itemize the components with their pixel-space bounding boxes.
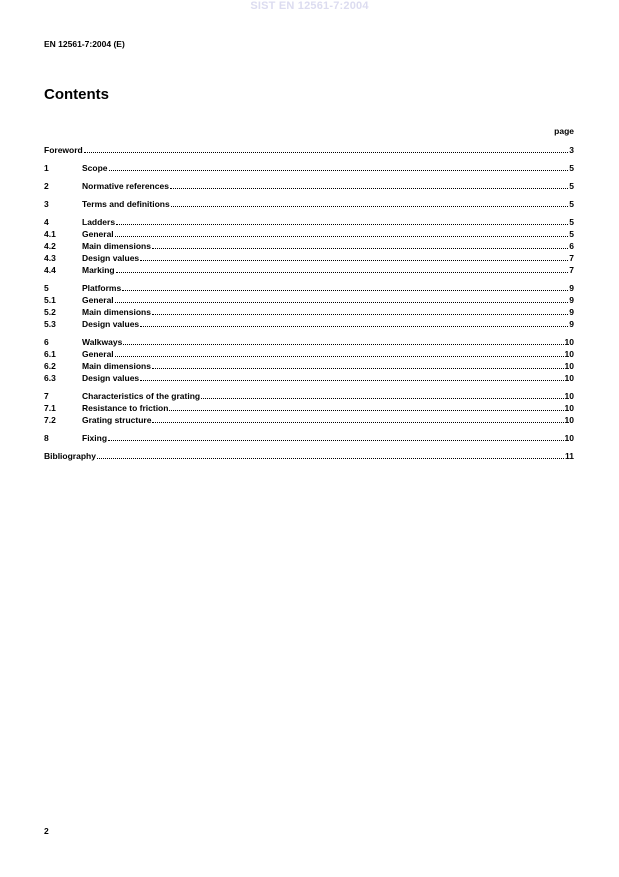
toc-entry[interactable]: [44, 264, 574, 276]
toc-entry-page: 6: [569, 241, 574, 251]
toc-entry-page: 10: [564, 373, 574, 383]
toc-entry-title: Main dimensions: [82, 241, 151, 251]
toc-leader-dots: [115, 301, 569, 303]
toc-entry-number: 4: [44, 217, 49, 227]
toc-leader-dots: [152, 247, 568, 249]
toc-entry-page: 7: [569, 253, 574, 263]
toc-entry-page: 10: [564, 433, 574, 443]
toc-leader-dots: [109, 169, 569, 171]
toc-entry-number: 7: [44, 391, 49, 401]
toc-entry[interactable]: [44, 348, 574, 360]
toc-entry-title: Normative references: [82, 181, 169, 191]
toc-leader-dots: [201, 397, 563, 399]
toc-entry[interactable]: [44, 390, 574, 402]
toc-entry-number: 1: [44, 163, 49, 173]
toc-entry-number: 7.1: [44, 403, 56, 413]
toc-group: [44, 180, 574, 192]
toc-entry[interactable]: [44, 306, 574, 318]
toc-entry-number: 3: [44, 199, 49, 209]
toc-group: [44, 198, 574, 210]
toc-group: [44, 450, 574, 462]
toc-entry-title: Grating structure: [82, 415, 152, 425]
toc-entry[interactable]: [44, 198, 574, 210]
toc-entry-title: Characteristics of the grating: [82, 391, 201, 401]
toc-entry-title: Fixing: [82, 433, 108, 443]
toc-leader-dots: [170, 187, 568, 189]
toc-entry-title: General: [82, 295, 114, 305]
toc-entry-page: 5: [569, 181, 574, 191]
toc-leader-dots: [116, 271, 569, 273]
toc-entry[interactable]: [44, 162, 574, 174]
toc-entry[interactable]: [44, 294, 574, 306]
toc-entry-title: Design values: [82, 253, 140, 263]
toc-entry-title: Main dimensions: [82, 307, 151, 317]
toc-entry-number: 6.3: [44, 373, 56, 383]
toc-entry[interactable]: [44, 216, 574, 228]
toc-entry[interactable]: [44, 450, 574, 462]
toc-entry[interactable]: [44, 228, 574, 240]
toc-entry-page: 7: [569, 265, 574, 275]
toc-leader-dots: [84, 151, 569, 153]
toc-entry-number: 4.1: [44, 229, 56, 239]
toc-entry-title: Resistance to friction: [82, 403, 169, 413]
toc-leader-dots: [123, 343, 563, 345]
toc-entry-title: Scope: [82, 163, 108, 173]
toc-entry-title: Walkways: [82, 337, 123, 347]
toc-entry[interactable]: [44, 318, 574, 330]
toc-group: [44, 162, 574, 174]
toc-leader-dots: [152, 367, 564, 369]
toc-entry-title: Design values: [82, 319, 140, 329]
toc-entry-page: 5: [569, 163, 574, 173]
toc-entry[interactable]: [44, 282, 574, 294]
toc-leader-dots: [115, 235, 569, 237]
table-of-contents: [44, 144, 574, 468]
toc-leader-dots: [140, 379, 563, 381]
toc-group: [44, 216, 574, 276]
toc-entry[interactable]: [44, 252, 574, 264]
toc-entry-page: 10: [564, 361, 574, 371]
toc-entry-number: 5: [44, 283, 49, 293]
toc-entry-number: 5.3: [44, 319, 56, 329]
document-id: EN 12561-7:2004 (E): [44, 39, 125, 49]
toc-entry[interactable]: [44, 180, 574, 192]
toc-entry-page: 3: [569, 145, 574, 155]
toc-entry-title: Platforms: [82, 283, 122, 293]
toc-leader-dots: [122, 289, 568, 291]
toc-entry-page: 10: [564, 391, 574, 401]
toc-entry[interactable]: [44, 372, 574, 384]
toc-leader-dots: [169, 409, 563, 411]
toc-entry-page: 5: [569, 217, 574, 227]
toc-leader-dots: [152, 313, 568, 315]
toc-group: [44, 282, 574, 330]
toc-leader-dots: [140, 325, 568, 327]
toc-entry[interactable]: [44, 336, 574, 348]
toc-entry-page: 10: [564, 349, 574, 359]
toc-entry-number: 4.2: [44, 241, 56, 251]
toc-entry-title: General: [82, 229, 114, 239]
toc-entry-title: Main dimensions: [82, 361, 151, 371]
toc-group: [44, 390, 574, 426]
toc-entry[interactable]: [44, 360, 574, 372]
toc-group: [44, 336, 574, 384]
toc-entry[interactable]: [44, 240, 574, 252]
toc-entry-number: 5.1: [44, 295, 56, 305]
toc-entry-page: 9: [569, 295, 574, 305]
toc-entry[interactable]: [44, 144, 574, 156]
toc-entry-number: 4.3: [44, 253, 56, 263]
toc-entry-page: 5: [569, 229, 574, 239]
watermark: SIST EN 12561-7:2004: [250, 0, 369, 12]
toc-leader-dots: [115, 355, 564, 357]
toc-entry-number: 7.2: [44, 415, 56, 425]
toc-leader-dots: [97, 457, 564, 459]
toc-leader-dots: [152, 421, 563, 423]
toc-entry[interactable]: [44, 402, 574, 414]
toc-entry-page: 10: [564, 415, 574, 425]
toc-entry-number: 8: [44, 433, 49, 443]
toc-entry-title: Foreword: [44, 145, 83, 155]
page-column-label: page: [554, 126, 574, 136]
toc-entry-number: 6: [44, 337, 49, 347]
toc-group: [44, 144, 574, 156]
toc-entry-page: 10: [564, 337, 574, 347]
toc-entry-title: Design values: [82, 373, 140, 383]
toc-entry-number: 2: [44, 181, 49, 191]
toc-entry-title: Bibliography: [44, 451, 96, 461]
toc-entry[interactable]: [44, 414, 574, 426]
toc-entry-title: General: [82, 349, 114, 359]
toc-entry-page: 9: [569, 283, 574, 293]
toc-entry-number: 6.2: [44, 361, 56, 371]
toc-leader-dots: [140, 259, 568, 261]
toc-entry-page: 9: [569, 307, 574, 317]
toc-entry-page: 5: [569, 199, 574, 209]
toc-entry-number: 4.4: [44, 265, 56, 275]
toc-entry-number: 6.1: [44, 349, 56, 359]
toc-entry-page: 9: [569, 319, 574, 329]
toc-leader-dots: [108, 439, 564, 441]
toc-entry-title: Marking: [82, 265, 115, 275]
toc-entry-number: 5.2: [44, 307, 56, 317]
toc-entry-page: 11: [565, 451, 574, 461]
toc-entry-title: Terms and definitions: [82, 199, 170, 209]
toc-leader-dots: [116, 223, 568, 225]
toc-group: [44, 432, 574, 444]
contents-title: Contents: [44, 86, 109, 103]
toc-entry[interactable]: [44, 432, 574, 444]
toc-leader-dots: [171, 205, 569, 207]
toc-entry-page: 10: [564, 403, 574, 413]
page-number: 2: [44, 826, 49, 836]
toc-entry-title: Ladders: [82, 217, 116, 227]
